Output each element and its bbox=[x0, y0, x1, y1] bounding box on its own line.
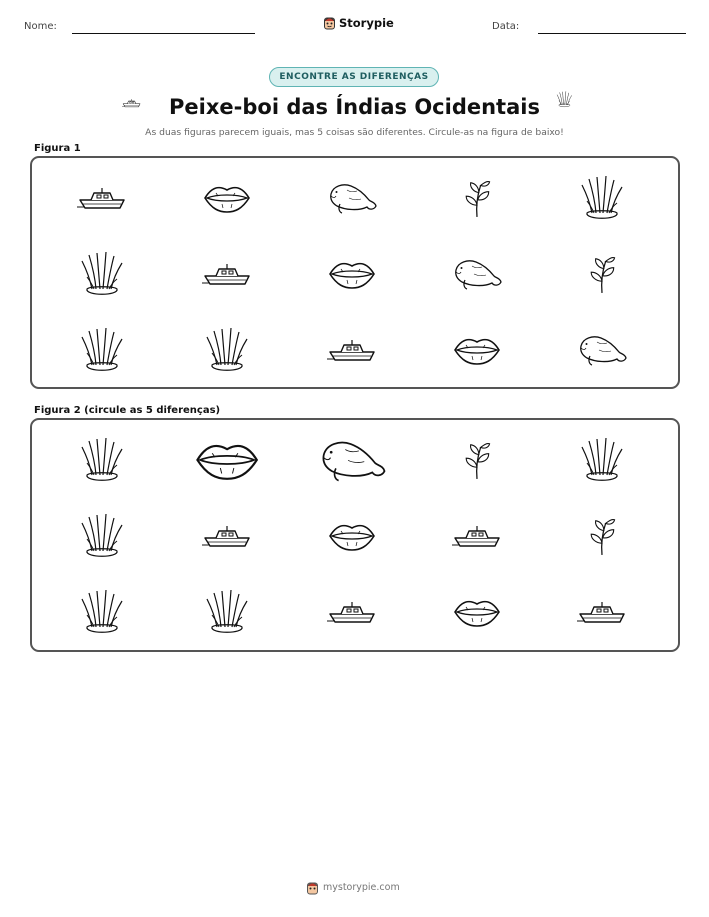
page-title: Peixe-boi das Índias Ocidentais bbox=[169, 95, 540, 119]
grass-icon[interactable] bbox=[205, 589, 249, 635]
boat-icon[interactable] bbox=[451, 521, 503, 551]
lips-icon[interactable] bbox=[201, 181, 253, 215]
brand-name: Storypie bbox=[339, 15, 394, 30]
figure1-label: Figura 1 bbox=[34, 143, 81, 154]
figure2-label: Figura 2 (circule as 5 diferenças) bbox=[34, 405, 221, 416]
lips-icon[interactable] bbox=[326, 519, 378, 553]
lips-icon[interactable] bbox=[451, 595, 503, 629]
manatee-icon[interactable] bbox=[451, 256, 503, 292]
storypie-mascot-icon bbox=[306, 880, 319, 895]
grass-icon[interactable] bbox=[205, 327, 249, 373]
boat-icon[interactable] bbox=[201, 259, 253, 289]
manatee-icon[interactable] bbox=[326, 180, 378, 216]
manatee-icon[interactable] bbox=[576, 332, 628, 368]
boat-icon[interactable] bbox=[326, 335, 378, 365]
plant-icon[interactable] bbox=[584, 254, 620, 294]
grass-icon[interactable] bbox=[580, 437, 624, 483]
grass-icon[interactable] bbox=[80, 589, 124, 635]
grass-icon[interactable] bbox=[80, 513, 124, 559]
name-line[interactable] bbox=[72, 33, 255, 34]
grass-icon[interactable] bbox=[80, 327, 124, 373]
manatee-icon[interactable] bbox=[317, 436, 387, 485]
footer bbox=[306, 880, 400, 895]
lips-icon[interactable] bbox=[451, 333, 503, 367]
grass-icon bbox=[556, 91, 584, 119]
figure2-panel[interactable] bbox=[30, 418, 680, 652]
boat-icon[interactable] bbox=[576, 597, 628, 627]
plant-icon[interactable] bbox=[459, 440, 495, 480]
grass-icon[interactable] bbox=[80, 437, 124, 483]
figure1-panel[interactable] bbox=[30, 156, 680, 389]
storypie-mascot-icon bbox=[323, 15, 336, 30]
activity-badge: ENCONTRE AS DIFERENÇAS bbox=[269, 67, 439, 87]
instructions: As duas figuras parecem iguais, mas 5 coisas são diferentes. Circule-as na figura de baixo! bbox=[145, 127, 564, 138]
date-line[interactable] bbox=[538, 33, 686, 34]
lips-icon[interactable] bbox=[326, 257, 378, 291]
date-label: Data: bbox=[492, 21, 520, 32]
footer-url: mystorypie.com bbox=[323, 882, 400, 893]
plant-icon[interactable] bbox=[584, 516, 620, 556]
plant-icon[interactable] bbox=[459, 178, 495, 218]
boat-icon[interactable] bbox=[76, 183, 128, 213]
lips-icon[interactable] bbox=[192, 437, 262, 483]
name-label: Nome: bbox=[24, 21, 57, 32]
grass-icon[interactable] bbox=[80, 251, 124, 297]
boat-icon[interactable] bbox=[201, 521, 253, 551]
brand-logo bbox=[323, 15, 394, 30]
grass-icon[interactable] bbox=[580, 175, 624, 221]
boat-icon[interactable] bbox=[326, 597, 378, 627]
